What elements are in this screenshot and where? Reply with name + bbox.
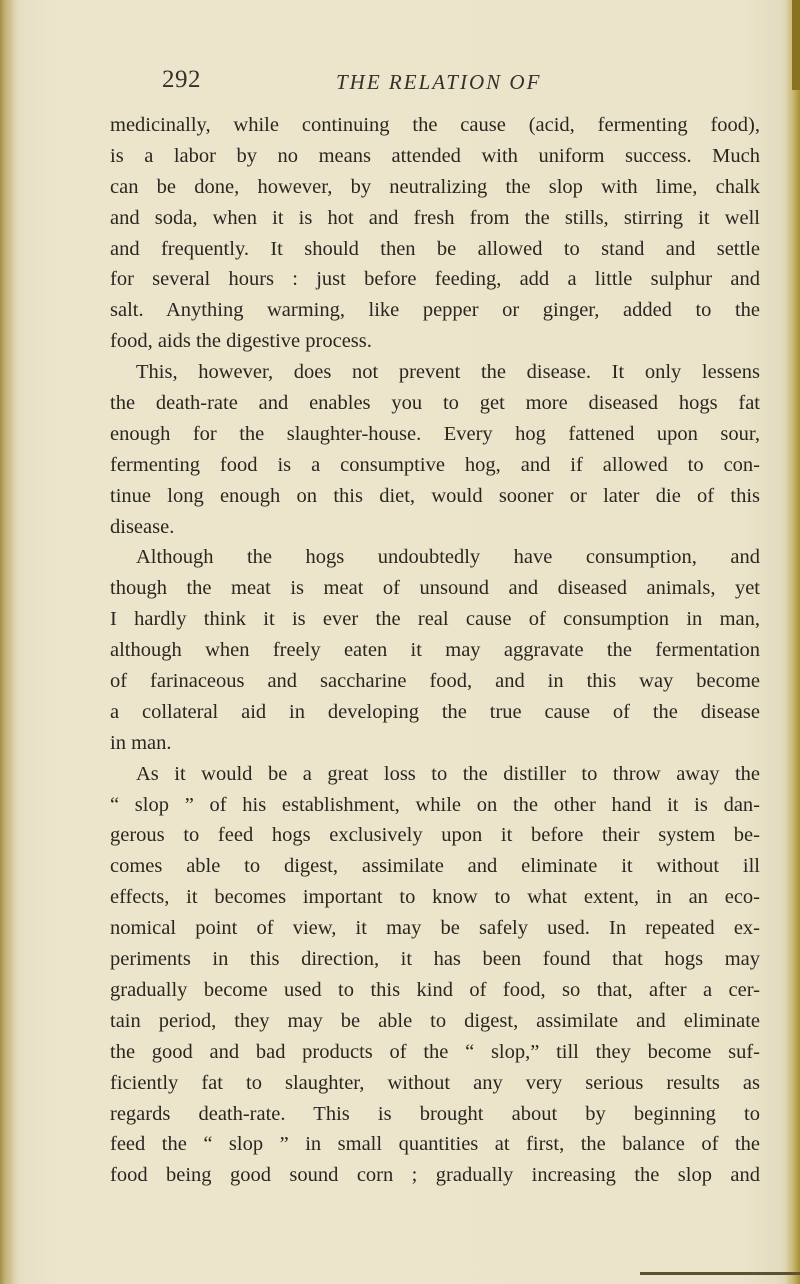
text-line: comes able to digest, assimilate and eliminate it without ill [110, 855, 760, 878]
text-line: nomical point of view, it may be safely used. In repeated ex- [110, 917, 760, 940]
running-header [0, 66, 800, 98]
text-line: of farinaceous and saccharine food, and in this way become [110, 670, 760, 693]
text-line: enough for the slaughter-house. Every hog fattened upon sour, [110, 422, 760, 445]
text-line: can be done, however, by neutralizing the slop with lime, chalk [110, 175, 760, 198]
text-line: ficiently fat to slaughter, without any very serious results as [110, 1071, 760, 1094]
text-line: in man. [110, 731, 172, 754]
text-line: salt. Anything warming, like pepper or ginger, added to the [110, 299, 760, 322]
page-gutter [0, 0, 14, 1284]
body-text [110, 110, 760, 1191]
text-line: the good and bad products of the “ slop,” till they become suf- [110, 1040, 760, 1063]
text-line: Although the hogs undoubtedly have consumption, and [136, 546, 760, 569]
text-line: although when freely eaten it may aggravate the fermentation [110, 639, 760, 662]
page-number: 292 [162, 66, 201, 93]
text-line: gradually become used to this kind of food, so that, after a cer- [110, 978, 760, 1001]
text-line: for several hours : just before feeding, add a little sulphur and [110, 268, 760, 291]
text-line: and soda, when it is hot and fresh from the stills, stirring it well [110, 206, 760, 229]
text-line: a collateral aid in developing the true cause of the disease [110, 700, 760, 723]
text-line: food, aids the digestive process. [110, 330, 372, 353]
text-line: effects, it becomes important to know to what extent, in an eco- [110, 886, 760, 909]
text-line: This, however, does not prevent the disease. It only lessens [136, 361, 760, 384]
text-line: fermenting food is a consumptive hog, and if allowed to con- [110, 453, 760, 476]
bottom-rule [640, 1272, 800, 1275]
text-line: disease. [110, 515, 175, 538]
text-line: tinue long enough on this diet, would sooner or later die of this [110, 484, 760, 507]
text-line: As it would be a great loss to the distiller to throw away the [136, 762, 760, 785]
text-line: “ slop ” of his establishment, while on the other hand it is dan- [110, 793, 760, 816]
text-line: periments in this direction, it has been found that hogs may [110, 948, 760, 971]
text-line: tain period, they may be able to digest, assimilate and eliminate [110, 1009, 760, 1032]
text-line: medicinally, while continuing the cause (acid, fermenting food), [110, 114, 760, 136]
text-line: gerous to feed hogs exclusively upon it before their system be- [110, 824, 760, 847]
page-edge [786, 0, 800, 1284]
text-line: regards death-rate. This is brought about by beginning to [110, 1102, 760, 1125]
text-line: though the meat is meat of unsound and diseased animals, yet [110, 577, 760, 600]
text-line: and frequently. It should then be allowed to stand and settle [110, 237, 760, 260]
running-title: THE RELATION OF [336, 70, 542, 94]
text-line: food being good sound corn ; gradually increasing the slop and [110, 1164, 760, 1187]
text-line: is a labor by no means attended with uniform success. Much [110, 144, 760, 167]
text-line: feed the “ slop ” in small quantities at first, the balance of the [110, 1133, 760, 1156]
text-line: I hardly think it is ever the real cause of consumption in man, [110, 608, 760, 631]
text-line: the death-rate and enables you to get more diseased hogs fat [110, 392, 760, 415]
